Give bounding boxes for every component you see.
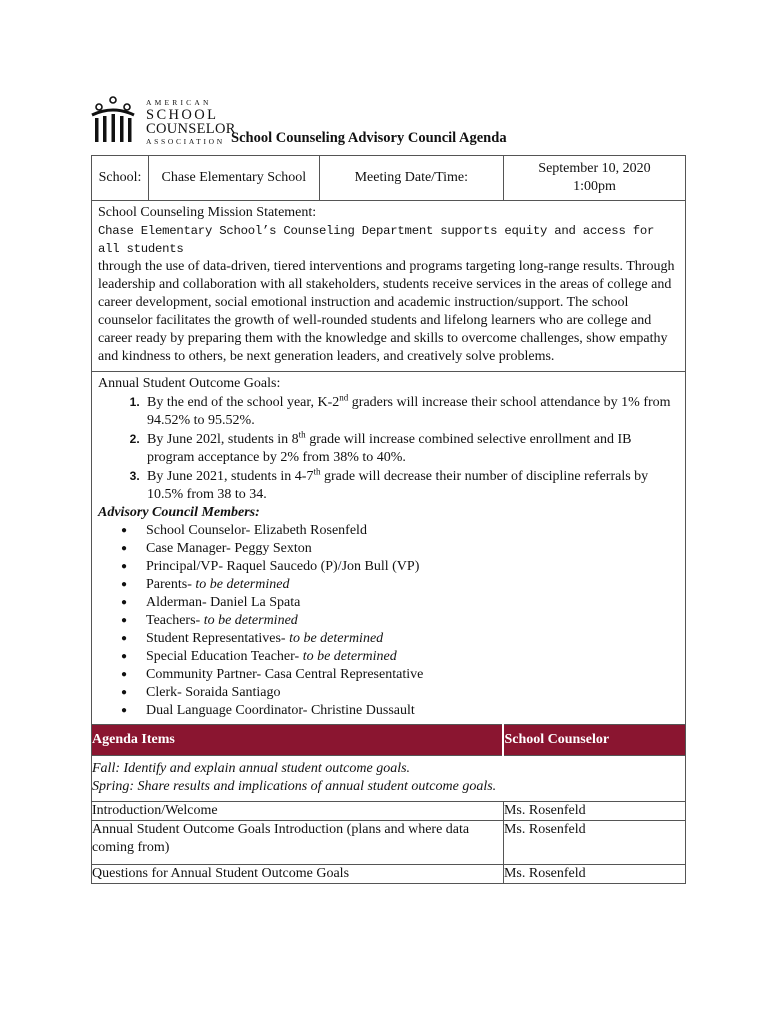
logo-line-association: ASSOCIATION [146, 136, 225, 146]
goals-heading: Annual Student Outcome Goals: [98, 376, 281, 391]
meeting-datetime-value [503, 156, 685, 201]
agenda-document-table [91, 155, 686, 884]
school-label: School: [92, 156, 149, 201]
agenda-presenter: Ms. Rosenfeld [503, 802, 685, 821]
page-title: School Counseling Advisory Council Agenda [231, 130, 507, 146]
meeting-info-row [92, 156, 686, 201]
table-row [92, 865, 686, 884]
school-counselor-header: School Counselor [503, 725, 685, 756]
agenda-item: Introduction/Welcome [92, 802, 504, 821]
logo-line-school: SCHOOL [146, 106, 219, 123]
member-item: ● Clerk- Soraida Santiago [143, 684, 679, 702]
logo-line-counselor: COUNSELOR [146, 121, 236, 137]
table-row [92, 821, 686, 865]
mission-line-1: Chase Elementary School’s Counseling Department supports equity and access for all students [98, 224, 655, 256]
member-item: ● Parents- to be determined [143, 576, 679, 594]
agenda-item: Questions for Annual Student Outcome Goals [92, 865, 504, 884]
mission-heading: School Counseling Mission Statement: [98, 205, 317, 220]
member-item: ● Special Education Teacher- to be determined [143, 648, 679, 666]
agenda-presenter: Ms. Rosenfeld [503, 821, 685, 865]
goals-list [98, 393, 679, 504]
member-item: ● School Counselor- Elizabeth Rosenfeld [143, 522, 679, 540]
agenda-items-header: Agenda Items [92, 725, 504, 756]
goals-members-cell [92, 372, 686, 725]
member-item: ● Student Representatives- to be determined [143, 630, 679, 648]
table-row [92, 802, 686, 821]
agenda-note-row [92, 756, 686, 802]
member-item: ● Dual Language Coordinator- Christine Dussault [143, 702, 679, 720]
mission-statement-cell [92, 201, 686, 372]
meeting-datetime-label: Meeting Date/Time: [319, 156, 503, 201]
member-item: ● Teachers- to be determined [143, 612, 679, 630]
goal-item: 3. By June 2021, students in 4-7th grade will decrease their number of discipline referrals by 10.5% from 38 to 34. [143, 467, 679, 504]
agenda-item: Annual Student Outcome Goals Introduction (plans and where data coming from) [92, 821, 504, 865]
members-list [98, 522, 679, 720]
member-item: ● Alderman- Daniel La Spata [143, 594, 679, 612]
agenda-note-spring: Spring: Share results and implications of annual student outcome goals. [92, 779, 497, 794]
member-item: ● Principal/VP- Raquel Saucedo (P)/Jon Bull (VP) [143, 558, 679, 576]
members-heading: Advisory Council Members: [98, 505, 260, 520]
agenda-header-row [92, 725, 686, 756]
school-value: Chase Elementary School [148, 156, 319, 201]
member-item: ● Community Partner- Casa Central Representative [143, 666, 679, 684]
document-header [91, 96, 691, 148]
meeting-time: 1:00pm [573, 179, 616, 194]
agenda-presenter: Ms. Rosenfeld [503, 865, 685, 884]
agenda-note-fall: Fall: Identify and explain annual student outcome goals. [92, 761, 411, 776]
member-item: ● Case Manager- Peggy Sexton [143, 540, 679, 558]
asca-logo [91, 96, 236, 148]
logo-line-american: AMERICAN [146, 98, 212, 107]
meeting-date: September 10, 2020 [538, 161, 651, 176]
mission-body: through the use of data-driven, tiered interventions and programs targeting long-range results. Through leadership and collaboration with all stakeholders, students receive services in the areas of college and career development, social emotional instruction and academic instruction/support. The school counselor facilitates the growth of well-rounded students and lifelong learners who are college and career ready by preparing them with the knowledge and skills to overcome challenges, show empathy and kindness to others, be next generation leaders, and creatively solve problems. [98, 259, 675, 364]
asca-logo-icon [91, 96, 143, 148]
asca-wordmark [146, 99, 236, 145]
goal-item: 1. By the end of the school year, K-2nd graders will increase their school attendance by 1% from 94.52% to 95.52%. [143, 393, 679, 430]
goal-item: 2. By June 202l, students in 8th grade will increase combined selective enrollment and IB program acceptance by 2% from 38% to 40%. [143, 430, 679, 467]
